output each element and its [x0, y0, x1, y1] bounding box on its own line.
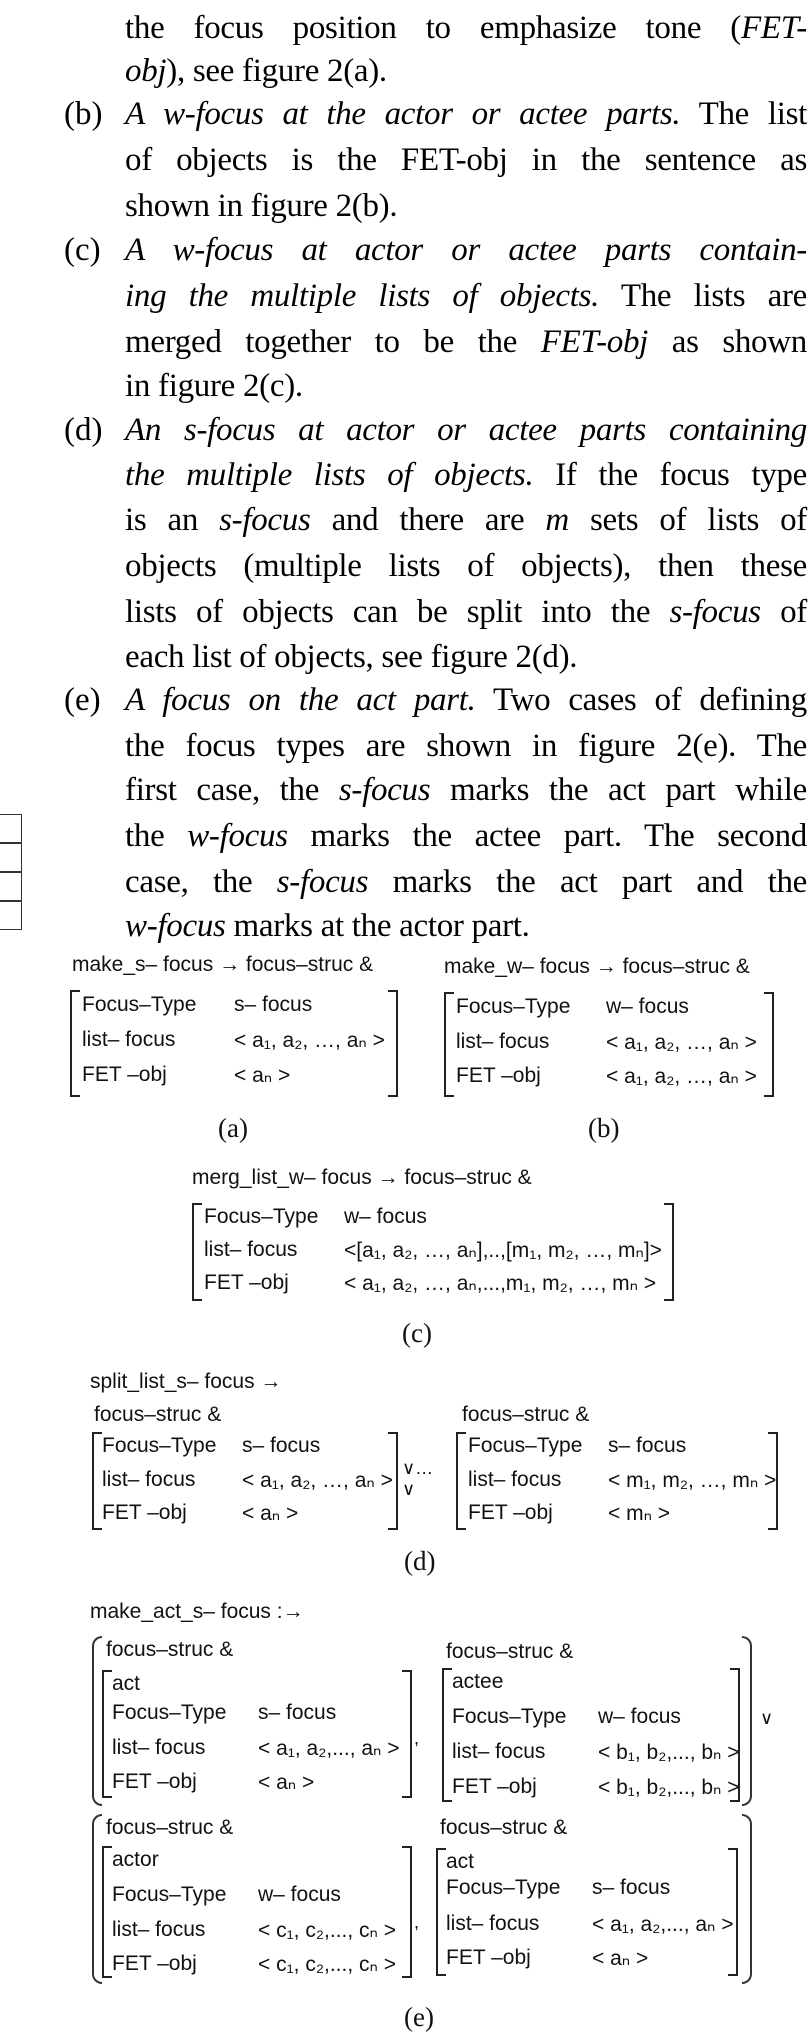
attr-name: Focus–Type	[456, 995, 571, 1018]
paragraph-c-line: A w-focus at actor or actee parts contain-	[125, 232, 807, 268]
struct-head: focus–struc &	[462, 1403, 590, 1426]
text: marks the act part and the	[368, 864, 807, 900]
paragraph-d-line: An s-focus at actor or actee parts containing	[125, 412, 807, 448]
text-italic: s-focus	[669, 594, 761, 630]
attr-value: w– focus	[258, 1883, 341, 1906]
paragraph-a-line	[125, 8, 807, 48]
struct-head: focus–struc &	[446, 1640, 574, 1663]
text-italic: w-focus	[187, 818, 288, 854]
paragraph-b-line: of objects is the FET-obj in the sentence as	[125, 142, 807, 178]
attr-value: < mₙ >	[608, 1502, 671, 1525]
attr-name: list– focus	[468, 1468, 562, 1491]
attr-name: Focus–Type	[102, 1434, 217, 1457]
left-brace	[92, 1636, 102, 1806]
paragraph-c-line	[125, 322, 807, 362]
attr-value: < a₁, a₂, …, aₙ >	[242, 1469, 393, 1492]
right-brace	[742, 1636, 752, 1806]
text: sets of lists of	[568, 502, 807, 538]
disjunction-connector: ∨…∨	[402, 1458, 434, 1499]
attr-value: < a₁, a₂,..., aₙ >	[592, 1913, 734, 1936]
struct-type: act	[446, 1850, 475, 1873]
attr-value: < m₁, m₂, …, mₙ >	[608, 1469, 777, 1492]
text: The lists are	[599, 278, 807, 314]
attr-value: < aₙ >	[242, 1502, 299, 1525]
table-cell	[0, 872, 22, 901]
attr-name: list– focus	[102, 1468, 196, 1491]
attr-name: FET –obj	[456, 1064, 541, 1087]
text-italic: s-focus	[338, 772, 431, 808]
attr-value: s– focus	[592, 1876, 671, 1899]
text: is an	[125, 502, 220, 538]
text: marks the actee part. The second	[287, 818, 807, 854]
text-italic: FET-	[740, 10, 807, 46]
table-cell	[0, 843, 22, 872]
attr-value: s– focus	[258, 1701, 337, 1724]
paragraph-b-line: shown in figure 2(b).	[125, 188, 398, 224]
rule-head: split_list_s– focus →	[90, 1370, 282, 1393]
attr-name: Focus–Type	[446, 1876, 561, 1899]
attr-value: w– focus	[606, 995, 689, 1018]
figure-caption: (e)	[404, 2002, 434, 2032]
item-label-b: (b)	[64, 96, 103, 132]
rule-head: make_s– focus → focus–struc &	[72, 953, 374, 976]
attr-name: FET –obj	[82, 1063, 167, 1086]
text: the	[125, 818, 188, 854]
paragraph-c-line: in figure 2(c).	[125, 368, 303, 404]
struct-head: focus–struc &	[94, 1403, 222, 1426]
text: and there are	[310, 502, 546, 538]
table-cell	[0, 901, 22, 930]
struct-head: focus–struc &	[106, 1816, 234, 1839]
attr-value: < b₁, b₂,..., bₙ >	[598, 1741, 740, 1764]
attr-name: list– focus	[446, 1912, 540, 1935]
attr-name: FET –obj	[102, 1501, 187, 1524]
attr-name: FET –obj	[112, 1770, 197, 1793]
attr-name: FET –obj	[468, 1501, 553, 1524]
text: lists of objects can be split into the	[125, 594, 670, 630]
attr-value: < a₁, a₂,..., aₙ >	[258, 1737, 400, 1760]
item-label-c: (c)	[64, 232, 101, 268]
figure-caption: (d)	[404, 1546, 436, 1576]
paragraph-e-line	[125, 906, 530, 946]
attr-name: list– focus	[82, 1028, 176, 1051]
attr-name: Focus–Type	[112, 1701, 227, 1724]
text-italic: s-focus	[276, 864, 369, 900]
paragraph-d-line: each list of objects, see figure 2(d).	[125, 639, 578, 675]
attr-name: Focus–Type	[452, 1705, 567, 1728]
comma: ,	[414, 1728, 420, 1748]
text: marks at the actor part.	[225, 908, 530, 944]
text: ), see figure 2(a).	[166, 53, 387, 89]
text: Two cases of defining	[475, 682, 807, 718]
text-italic: s-focus	[219, 502, 311, 538]
paragraph-e-line	[125, 680, 807, 720]
text-italic: obj	[125, 53, 167, 89]
rule-head: make_act_s– focus :→	[90, 1600, 304, 1623]
attr-name: Focus–Type	[112, 1883, 227, 1906]
struct-type: actor	[112, 1848, 159, 1871]
text-italic: w-focus	[125, 908, 226, 944]
paragraph-e-line	[125, 770, 807, 810]
attr-name: FET –obj	[452, 1775, 537, 1798]
rule-head: merg_list_w– focus → focus–struc &	[192, 1166, 532, 1189]
figure-caption: (a)	[218, 1113, 248, 1143]
attr-value: w– focus	[344, 1205, 427, 1228]
text: merged together to be the	[125, 324, 541, 360]
attr-name: list– focus	[456, 1030, 550, 1053]
attr-name: FET –obj	[204, 1271, 289, 1294]
paragraph-d-line: objects (multiple lists of objects), then these	[125, 548, 807, 584]
text: marks the act part while	[430, 772, 807, 808]
comma: ,	[414, 1912, 420, 1932]
paragraph-d-line	[125, 500, 807, 540]
text: of	[760, 594, 807, 630]
text: as shown	[648, 324, 807, 360]
attr-value: s– focus	[234, 993, 313, 1016]
struct-head: focus–struc &	[106, 1638, 234, 1661]
attr-value: <[a₁, a₂, …, aₙ],..,[m₁, m₂, …, mₙ]>	[344, 1239, 662, 1262]
left-brace	[92, 1814, 102, 1984]
attr-value: < aₙ >	[234, 1064, 291, 1087]
paragraph-d-line	[125, 592, 807, 632]
attr-name: Focus–Type	[204, 1205, 319, 1228]
item-title: ing the multiple lists of objects.	[125, 278, 600, 314]
figure-caption: (c)	[402, 1318, 432, 1348]
table-cell	[0, 814, 22, 843]
attr-value: s– focus	[242, 1434, 321, 1457]
attr-value: < a₁, a₂, …, aₙ >	[606, 1031, 757, 1054]
text: first case, the	[125, 772, 339, 808]
paragraph-d-line	[125, 455, 807, 495]
disjunction-symbol: ∨	[760, 1708, 774, 1728]
attr-name: FET –obj	[112, 1952, 197, 1975]
figure-caption: (b)	[588, 1113, 620, 1143]
paragraph-e-line: the focus types are shown in figure 2(e). The	[125, 728, 807, 764]
attr-value: w– focus	[598, 1705, 681, 1728]
text: the focus position to emphasize tone (	[125, 10, 741, 46]
cropped-table-edge	[0, 814, 22, 930]
text-italic: FET-obj	[540, 324, 649, 360]
attr-name: list– focus	[112, 1736, 206, 1759]
attr-name: list– focus	[452, 1740, 546, 1763]
attr-name: Focus–Type	[468, 1434, 583, 1457]
attr-value: < aₙ >	[258, 1771, 315, 1794]
struct-head: focus–struc &	[440, 1816, 568, 1839]
attr-value: < a₁, a₂, …, aₙ >	[234, 1029, 385, 1052]
paragraph-e-line	[125, 816, 807, 856]
paragraph-a-line	[125, 51, 387, 91]
attr-name: list– focus	[204, 1238, 298, 1261]
attr-value: s– focus	[608, 1434, 687, 1457]
attr-value: < a₁, a₂, …, aₙ,...,m₁, m₂, …, mₙ >	[344, 1272, 657, 1295]
text: case, the	[125, 864, 277, 900]
paragraph-b-line	[125, 94, 807, 134]
item-label-e: (e)	[64, 682, 101, 718]
struct-type: act	[112, 1672, 141, 1695]
attr-name: FET –obj	[446, 1946, 531, 1969]
attr-value: < c₁, c₂,..., cₙ >	[258, 1919, 396, 1942]
text-italic: m	[545, 502, 569, 538]
struct-type: actee	[452, 1670, 504, 1693]
attr-value: < c₁, c₂,..., cₙ >	[258, 1953, 396, 1976]
paragraph-e-line	[125, 862, 807, 902]
attr-name: Focus–Type	[82, 993, 197, 1016]
attr-value: < a₁, a₂, …, aₙ >	[606, 1065, 757, 1088]
attr-value: < aₙ >	[592, 1947, 649, 1970]
text: The list	[680, 96, 807, 132]
paragraph-c-line	[125, 276, 807, 316]
item-title: the multiple lists of objects.	[125, 457, 534, 493]
item-title: A w-focus at the actor or actee parts.	[125, 96, 681, 132]
item-title: A focus on the act part.	[125, 682, 476, 718]
right-brace	[742, 1814, 752, 1984]
rule-head: make_w– focus → focus–struc &	[444, 955, 750, 978]
attr-value: < b₁, b₂,..., bₙ >	[598, 1776, 740, 1799]
text: If the focus type	[533, 457, 807, 493]
item-label-d: (d)	[64, 412, 103, 448]
attr-name: list– focus	[112, 1918, 206, 1941]
